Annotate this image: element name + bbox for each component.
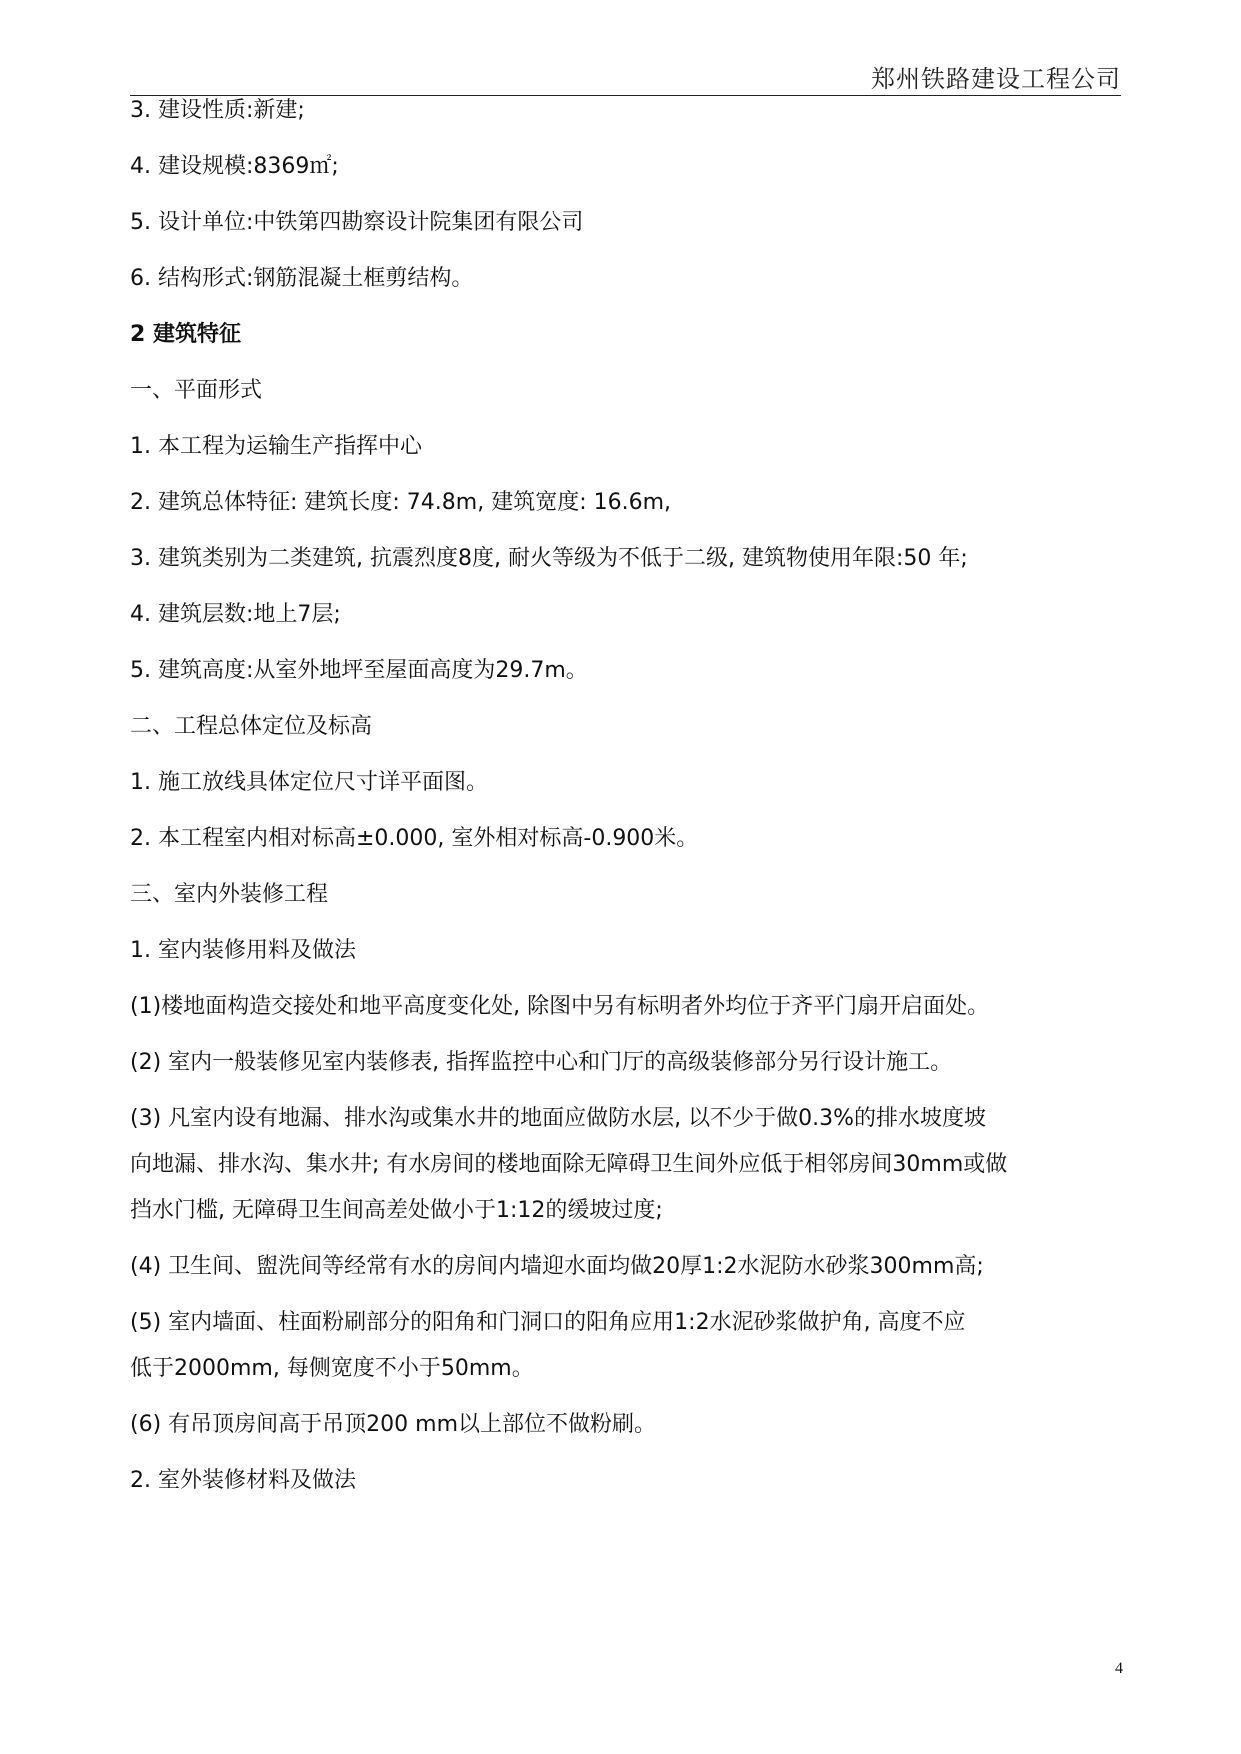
text-line: 2. 建筑总体特征: 建筑长度: 74.8m, 建筑宽度: 16.6m, xyxy=(130,490,672,515)
section-heading: 2 建筑特征 xyxy=(130,322,241,347)
text-line: (6) 有吊顶房间高于吊顶200 mm以上部位不做粉刷。 xyxy=(130,1412,657,1437)
text-line: (5) 室内墙面、柱面粉刷部分的阳角和门洞口的阳角应用1:2水泥砂浆做护角, 高度不应 xyxy=(130,1310,966,1335)
text-line: 4. 建筑层数:地上7层; xyxy=(130,602,341,627)
text-line: 3. 建设性质:新建; xyxy=(130,98,305,123)
company-name: 郑州铁路建设工程公司 xyxy=(871,65,1121,93)
text-line: 1. 施工放线具体定位尺寸详平面图。 xyxy=(130,770,488,795)
text-line: 1. 室内装修用料及做法 xyxy=(130,938,356,963)
text-line: 低于2000mm, 每侧宽度不小于50mm。 xyxy=(130,1356,534,1381)
page-number: 4 xyxy=(1115,1660,1123,1677)
text-line: 挡水门槛, 无障碍卫生间高差处做小于1:12的缓坡过度; xyxy=(130,1198,663,1223)
text-line: 2. 本工程室内相对标高±0.000, 室外相对标高-0.900米。 xyxy=(130,826,699,851)
subsection-heading: 一、平面形式 xyxy=(130,378,263,403)
text-line: (4) 卫生间、盥洗间等经常有水的房间内墙迎水面均做20厚1:2水泥防水砂浆300mm高; xyxy=(130,1254,984,1279)
text-line: 3. 建筑类别为二类建筑, 抗震烈度8度, 耐火等级为不低于二级, 建筑物使用年限:50 年; xyxy=(130,546,968,571)
text-line: (3) 凡室内设有地漏、排水沟或集水井的地面应做防水层, 以不少于做0.3%的排水坡度坡 xyxy=(130,1106,987,1131)
text-line: 4. 建设规模:8369㎡; xyxy=(130,154,339,179)
page-header xyxy=(130,55,1121,96)
subsection-heading: 二、工程总体定位及标高 xyxy=(130,714,373,739)
text-line: 向地漏、排水沟、集水井; 有水房间的楼地面除无障碍卫生间外应低于相邻房间30mm或做 xyxy=(130,1152,1008,1177)
text-line: 1. 本工程为运输生产指挥中心 xyxy=(130,434,422,459)
text-line: (1)楼地面构造交接处和地平高度变化处, 除图中另有标明者外均位于齐平门扇开启面处。 xyxy=(130,994,990,1019)
text-line: 5. 设计单位:中铁第四勘察设计院集团有限公司 xyxy=(130,210,584,235)
subsection-heading: 三、室内外装修工程 xyxy=(130,882,329,907)
text-line: 2. 室外装修材料及做法 xyxy=(130,1468,356,1493)
text-line: 6. 结构形式:钢筋混凝土框剪结构。 xyxy=(130,266,474,291)
text-line: (2) 室内一般装修见室内装修表, 指挥监控中心和门厅的高级装修部分另行设计施工。 xyxy=(130,1050,953,1075)
text-line: 5. 建筑高度:从室外地坪至屋面高度为29.7m。 xyxy=(130,658,588,683)
